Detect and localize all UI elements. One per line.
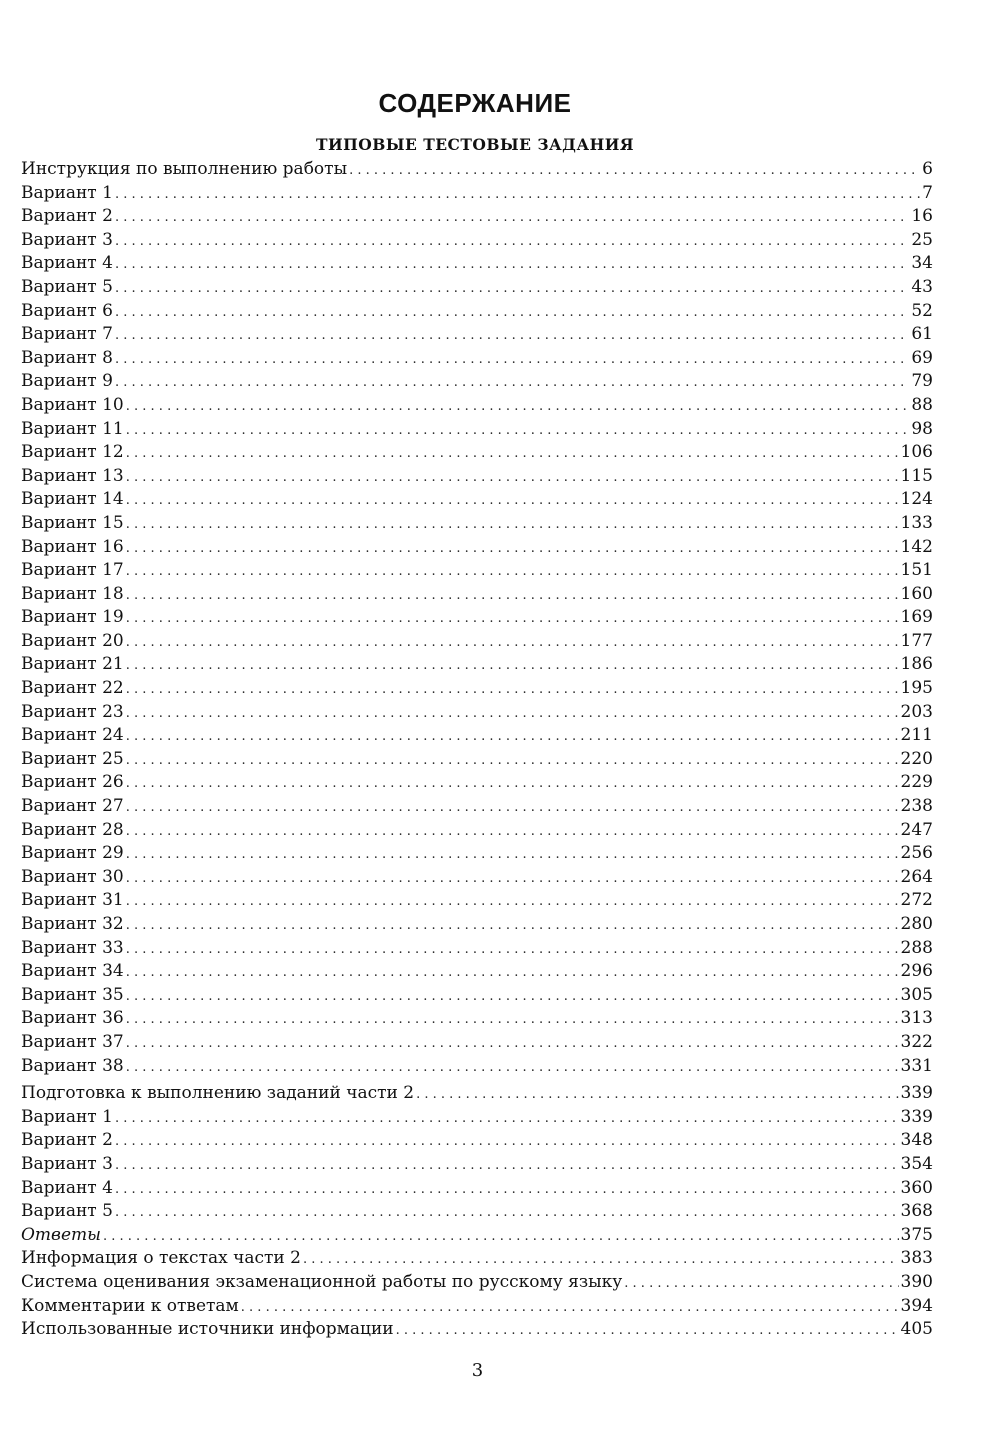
- toc-entry-page: 34: [911, 253, 933, 274]
- toc-entry: [21, 795, 933, 819]
- toc-entry: [21, 819, 933, 843]
- toc-entry: [21, 771, 933, 795]
- toc-entry: [21, 205, 933, 229]
- toc-leader-dots: [115, 1130, 899, 1154]
- toc-leader-dots: [126, 725, 899, 749]
- toc-entry-page: 195: [900, 678, 933, 699]
- toc-leader-dots: [126, 749, 899, 773]
- toc-entry-page: 69: [911, 347, 933, 368]
- toc-entry-page: 348: [900, 1130, 933, 1151]
- toc-entry-page: 16: [911, 206, 933, 227]
- toc-leader-dots: [126, 654, 899, 678]
- toc-entry-label: Вариант 23: [21, 701, 124, 722]
- toc-entry-label: Вариант 4: [21, 253, 113, 274]
- toc-leader-dots: [115, 301, 909, 325]
- toc-leader-dots: [126, 678, 899, 702]
- toc-leader-dots: [126, 890, 899, 914]
- toc-leader-dots: [115, 206, 909, 230]
- toc-leader-dots: [115, 1154, 899, 1178]
- toc-leader-dots: [416, 1083, 898, 1107]
- toc-entry-page: 186: [900, 654, 933, 675]
- toc-leader-dots: [115, 371, 909, 395]
- toc-entry: [21, 913, 933, 937]
- toc-entry-label: Вариант 4: [21, 1177, 113, 1198]
- toc-entry-page: 61: [911, 324, 933, 345]
- toc-leader-dots: [126, 537, 899, 561]
- toc-leader-dots: [126, 961, 899, 985]
- toc-entry-label: Вариант 33: [21, 937, 124, 958]
- toc-leader-dots: [126, 702, 899, 726]
- toc-entry-label: Вариант 5: [21, 1201, 113, 1222]
- toc-entry-label: Подготовка к выполнению заданий части 2: [21, 1083, 415, 1104]
- toc-leader-dots: [126, 607, 899, 631]
- toc-leader-dots: [115, 183, 920, 207]
- toc-entry-label: Ответы: [21, 1224, 101, 1245]
- toc-leader-dots: [126, 867, 899, 891]
- toc-entry: [21, 1106, 933, 1130]
- toc-leader-dots: [126, 395, 910, 419]
- toc-entry-page: 177: [900, 630, 933, 651]
- toc-entry: [21, 465, 933, 489]
- toc-entry: [21, 370, 933, 394]
- toc-entry-label: Вариант 29: [21, 843, 124, 864]
- table-of-contents: [21, 158, 933, 1342]
- toc-entry-page: 7: [922, 182, 933, 203]
- toc-entry-page: 383: [900, 1248, 933, 1269]
- toc-entry-label: Вариант 11: [21, 418, 124, 439]
- toc-entry-page: 238: [900, 796, 933, 817]
- toc-entry-label: Вариант 32: [21, 914, 124, 934]
- toc-entry: [21, 630, 933, 654]
- toc-entry-page: 390: [900, 1271, 933, 1292]
- toc-entry-page: 339: [900, 1083, 933, 1104]
- toc-entry: [21, 937, 933, 961]
- toc-entry-page: 313: [900, 1008, 933, 1029]
- toc-entry: [21, 229, 933, 253]
- toc-entry-label: Вариант 7: [21, 324, 113, 345]
- toc-entry: [21, 889, 933, 913]
- toc-entry-page: 368: [900, 1201, 933, 1222]
- toc-entry-label: Инструкция по выполнению работы: [21, 159, 348, 179]
- toc-entry-label: Вариант 31: [21, 890, 124, 911]
- toc-entry-label: Вариант 38: [21, 1055, 124, 1076]
- toc-entry-label: Вариант 19: [21, 607, 124, 628]
- toc-entry-label: Вариант 8: [21, 347, 113, 368]
- toc-entry-label: Вариант 37: [21, 1031, 124, 1052]
- toc-entry: [21, 1153, 933, 1177]
- toc-entry-page: 115: [900, 465, 933, 486]
- toc-entry-label: Вариант 27: [21, 796, 124, 817]
- toc-entry-page: 25: [911, 229, 933, 250]
- toc-entry-page: 88: [911, 394, 933, 415]
- toc-entry-page: 151: [900, 560, 933, 581]
- toc-leader-dots: [115, 1107, 899, 1131]
- toc-entry-page: 106: [900, 442, 933, 463]
- toc-leader-dots: [126, 584, 899, 608]
- toc-entry-label: Вариант 14: [21, 489, 124, 510]
- toc-entry-page: 339: [900, 1106, 933, 1127]
- toc-leader-dots: [115, 1178, 899, 1202]
- toc-leader-dots: [115, 324, 909, 348]
- toc-entry: [21, 583, 933, 607]
- toc-entry: [21, 653, 933, 677]
- toc-leader-dots: [115, 1201, 899, 1225]
- toc-entry: [21, 606, 933, 630]
- toc-entry-label: Вариант 2: [21, 206, 113, 227]
- toc-leader-dots: [126, 843, 899, 867]
- toc-entry: [21, 394, 933, 418]
- toc-entry-label: Вариант 18: [21, 583, 124, 604]
- toc-leader-dots: [126, 513, 899, 537]
- toc-entry-page: 229: [900, 772, 933, 793]
- toc-entry-label: Вариант 12: [21, 442, 124, 463]
- toc-entry: [21, 1007, 933, 1031]
- toc-entry: [21, 1177, 933, 1201]
- toc-entry-page: 354: [900, 1153, 933, 1174]
- toc-leader-dots: [126, 914, 899, 938]
- toc-leader-dots: [126, 560, 899, 584]
- toc-leader-dots: [115, 253, 909, 277]
- toc-entry: [21, 1247, 933, 1271]
- toc-entry-label: Использованные источники информации: [21, 1319, 394, 1340]
- toc-entry-label: Вариант 34: [21, 961, 124, 982]
- toc-entry-page: 52: [911, 300, 933, 321]
- toc-entry-page: 6: [922, 159, 933, 179]
- toc-entry-page: 280: [900, 914, 933, 934]
- toc-entry-label: Вариант 36: [21, 1008, 124, 1029]
- toc-entry: [21, 347, 933, 371]
- toc-leader-dots: [115, 348, 909, 372]
- toc-entry: [21, 866, 933, 890]
- toc-leader-dots: [349, 159, 920, 183]
- toc-entry: [21, 984, 933, 1008]
- toc-entry-page: 98: [911, 418, 933, 439]
- toc-entry-label: Вариант 2: [21, 1130, 113, 1151]
- toc-entry-label: Вариант 28: [21, 819, 124, 840]
- toc-entry: [21, 677, 933, 701]
- toc-entry-page: 160: [900, 583, 933, 604]
- toc-entry-page: 360: [900, 1177, 933, 1198]
- toc-entry-label: Вариант 30: [21, 866, 124, 887]
- toc-entry-page: 211: [900, 725, 933, 746]
- toc-entry-label: Информация о текстах части 2: [21, 1248, 301, 1269]
- toc-leader-dots: [396, 1319, 899, 1343]
- toc-entry-label: Вариант 5: [21, 276, 113, 297]
- toc-entry-page: 169: [900, 607, 933, 628]
- toc-entry: [21, 1055, 933, 1079]
- toc-leader-dots: [126, 985, 899, 1009]
- toc-entry-page: 331: [900, 1055, 933, 1076]
- toc-leader-dots: [115, 230, 909, 254]
- toc-entry-page: 305: [900, 984, 933, 1005]
- toc-entry: [21, 441, 933, 465]
- toc-entry: [21, 842, 933, 866]
- toc-entry-page: 133: [900, 512, 933, 533]
- toc-entry: [21, 512, 933, 536]
- toc-entry: [21, 724, 933, 748]
- toc-leader-dots: [126, 938, 899, 962]
- toc-leader-dots: [126, 1032, 899, 1056]
- toc-entry: [21, 1031, 933, 1055]
- toc-entry-page: 322: [900, 1031, 933, 1052]
- toc-entry: [21, 1129, 933, 1153]
- toc-entry: [21, 1224, 933, 1248]
- toc-leader-dots: [126, 796, 899, 820]
- page-number: 3: [471, 1360, 484, 1381]
- toc-entry-page: 79: [911, 371, 933, 392]
- toc-entry-label: Вариант 3: [21, 229, 113, 250]
- toc-entry: [21, 488, 933, 512]
- toc-entry: [21, 1295, 933, 1319]
- toc-entry: [21, 182, 933, 206]
- toc-entry-label: Вариант 15: [21, 512, 124, 533]
- toc-entry: [21, 701, 933, 725]
- toc-leader-dots: [126, 419, 910, 443]
- toc-entry-label: Вариант 16: [21, 536, 124, 557]
- toc-entry-label: Вариант 13: [21, 465, 124, 486]
- toc-leader-dots: [126, 466, 899, 490]
- toc-entry-page: 203: [900, 701, 933, 722]
- toc-leader-dots: [126, 1056, 899, 1080]
- toc-entry-label: Вариант 6: [21, 300, 113, 321]
- toc-entry-page: 124: [900, 489, 933, 510]
- toc-entry: [21, 559, 933, 583]
- toc-entry-page: 296: [900, 961, 933, 982]
- toc-entry: [21, 1271, 933, 1295]
- toc-entry-label: Вариант 1: [21, 182, 113, 203]
- toc-entry-label: Вариант 20: [21, 630, 124, 651]
- toc-entry-page: 43: [911, 276, 933, 297]
- toc-entry-label: Вариант 17: [21, 560, 124, 581]
- toc-entry: [21, 158, 933, 182]
- toc-entry-label: Вариант 35: [21, 984, 124, 1005]
- toc-entry: [21, 748, 933, 772]
- toc-leader-dots: [115, 277, 909, 301]
- toc-entry-page: 405: [900, 1319, 933, 1340]
- toc-leader-dots: [103, 1225, 899, 1249]
- toc-entry: [21, 1082, 933, 1106]
- page-title: СОДЕРЖАНИЕ: [378, 88, 572, 118]
- toc-entry-label: Вариант 3: [21, 1153, 113, 1174]
- toc-entry-page: 256: [900, 843, 933, 864]
- toc-entry-page: 394: [900, 1295, 933, 1316]
- toc-leader-dots: [126, 489, 899, 513]
- toc-entry: [21, 323, 933, 347]
- toc-leader-dots: [126, 442, 899, 466]
- toc-leader-dots: [126, 772, 899, 796]
- toc-entry: [21, 252, 933, 276]
- toc-leader-dots: [126, 631, 899, 655]
- toc-entry: [21, 300, 933, 324]
- toc-entry-label: Система оценивания экзаменационной работы по русскому языку: [21, 1271, 623, 1292]
- toc-entry-label: Вариант 22: [21, 678, 124, 699]
- toc-entry: [21, 1200, 933, 1224]
- toc-entry-page: 247: [900, 819, 933, 840]
- toc-entry-page: 264: [900, 866, 933, 887]
- toc-entry-page: 272: [900, 890, 933, 911]
- toc-entry-label: Вариант 9: [21, 371, 113, 392]
- toc-entry: [21, 536, 933, 560]
- toc-entry-page: 375: [900, 1224, 933, 1245]
- toc-entry: [21, 418, 933, 442]
- toc-entry: [21, 276, 933, 300]
- toc-entry-label: Вариант 25: [21, 748, 124, 769]
- toc-leader-dots: [303, 1248, 899, 1272]
- toc-entry-label: Вариант 21: [21, 654, 124, 675]
- toc-entry: [21, 960, 933, 984]
- toc-leader-dots: [126, 1008, 899, 1032]
- toc-leader-dots: [241, 1296, 899, 1320]
- toc-leader-dots: [126, 820, 899, 844]
- toc-entry-page: 142: [900, 536, 933, 557]
- toc-entry: [21, 1318, 933, 1342]
- toc-entry-label: Вариант 1: [21, 1106, 113, 1127]
- toc-leader-dots: [624, 1272, 898, 1296]
- toc-entry-label: Вариант 26: [21, 772, 124, 793]
- toc-entry-label: Вариант 24: [21, 725, 124, 746]
- toc-entry-page: 220: [900, 748, 933, 769]
- toc-entry-label: Вариант 10: [21, 394, 124, 415]
- toc-entry-page: 288: [900, 937, 933, 958]
- toc-entry-label: Комментарии к ответам: [21, 1295, 239, 1316]
- section-subtitle: ТИПОВЫЕ ТЕСТОВЫЕ ЗАДАНИЯ: [315, 135, 635, 154]
